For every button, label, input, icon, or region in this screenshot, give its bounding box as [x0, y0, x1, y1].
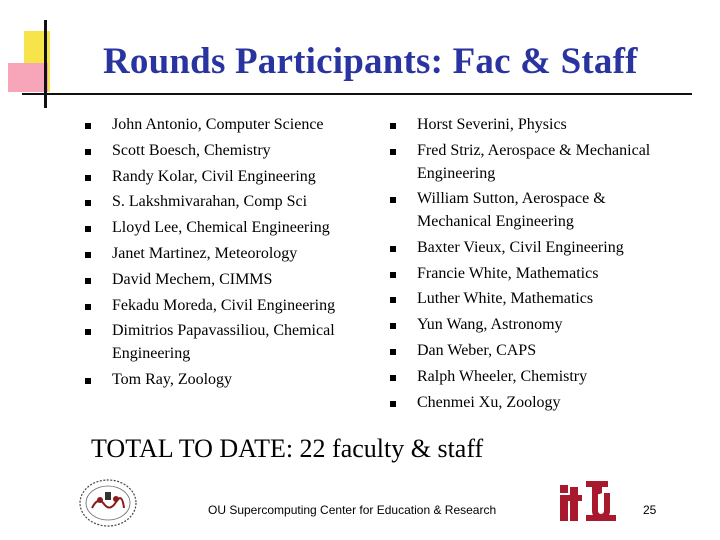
- participant-name: Janet Martinez, Meteorology: [112, 244, 298, 262]
- participant-name: David Mechem, CIMMS: [112, 270, 273, 288]
- participant-item: [84, 295, 374, 318]
- oscer-logo: [78, 478, 138, 528]
- it-ou-logo: [558, 479, 620, 523]
- participant-item: [389, 314, 679, 337]
- participant-name: Dimitrios Papavassiliou, Chemical Engineering: [112, 322, 335, 363]
- square-bullet-icon: [85, 200, 91, 206]
- participant-item: [84, 320, 374, 365]
- square-bullet-icon: [390, 297, 396, 303]
- square-bullet-icon: [85, 123, 91, 129]
- decor-pink-square: [8, 63, 48, 92]
- square-bullet-icon: [390, 246, 396, 252]
- participant-item: [84, 166, 374, 189]
- square-bullet-icon: [85, 278, 91, 284]
- participant-name: Dan Weber, CAPS: [417, 341, 537, 359]
- participant-name: Randy Kolar, Civil Engineering: [112, 167, 316, 185]
- square-bullet-icon: [85, 252, 91, 258]
- participant-item: [389, 288, 679, 311]
- participant-item: [389, 140, 679, 185]
- participant-name: Lloyd Lee, Chemical Engineering: [112, 219, 330, 237]
- participant-name: Fred Striz, Aerospace & Mechanical Engineering: [417, 141, 651, 182]
- participant-item: [84, 243, 374, 266]
- square-bullet-icon: [390, 197, 396, 203]
- participant-name: Scott Boesch, Chemistry: [112, 141, 271, 159]
- participant-item: [389, 392, 679, 415]
- total-to-date: TOTAL TO DATE: 22 faculty & staff: [91, 434, 484, 463]
- participant-item: [84, 114, 374, 137]
- square-bullet-icon: [390, 375, 396, 381]
- participant-name: Francie White, Mathematics: [417, 264, 599, 282]
- participant-item: [84, 269, 374, 292]
- square-bullet-icon: [390, 123, 396, 129]
- participant-item: [389, 114, 679, 137]
- participant-name: Luther White, Mathematics: [417, 290, 594, 308]
- participant-item: [84, 140, 374, 163]
- participant-name: Yun Wang, Astronomy: [417, 316, 563, 334]
- page-number: 25: [643, 503, 657, 517]
- square-bullet-icon: [85, 304, 91, 310]
- participants-right-list: [389, 114, 679, 417]
- participant-item: [389, 263, 679, 286]
- participant-name: Horst Severini, Physics: [417, 116, 567, 133]
- square-bullet-icon: [85, 175, 91, 181]
- square-bullet-icon: [85, 226, 91, 232]
- participant-name: Baxter Vieux, Civil Engineering: [417, 238, 624, 256]
- decor-horizontal-line: [22, 93, 692, 95]
- participant-name: John Antonio, Computer Science: [112, 116, 324, 133]
- participant-item: [389, 188, 679, 233]
- square-bullet-icon: [85, 378, 91, 384]
- participant-name: William Sutton, Aerospace & Mechanical Engineering: [417, 190, 606, 230]
- participant-item: [84, 369, 374, 392]
- participant-item: [84, 191, 374, 214]
- footer-text: OU Supercomputing Center for Education & Research: [208, 503, 497, 517]
- square-bullet-icon: [390, 401, 396, 407]
- slide-title: Rounds Participants: Fac & Staff: [103, 41, 638, 82]
- participant-item: [389, 366, 679, 389]
- participant-item: [389, 237, 679, 260]
- square-bullet-icon: [390, 272, 396, 278]
- square-bullet-icon: [390, 349, 396, 355]
- participant-name: Chenmei Xu, Zoology: [417, 393, 561, 411]
- square-bullet-icon: [390, 149, 396, 155]
- participant-name: Ralph Wheeler, Chemistry: [417, 367, 588, 385]
- square-bullet-icon: [390, 323, 396, 329]
- participant-item: [84, 217, 374, 240]
- square-bullet-icon: [85, 329, 91, 335]
- square-bullet-icon: [85, 149, 91, 155]
- participant-name: Tom Ray, Zoology: [112, 370, 233, 388]
- participant-name: S. Lakshmivarahan, Comp Sci: [112, 193, 308, 211]
- participant-item: [389, 340, 679, 363]
- participant-name: Fekadu Moreda, Civil Engineering: [112, 296, 336, 314]
- participants-left-list: [84, 114, 374, 395]
